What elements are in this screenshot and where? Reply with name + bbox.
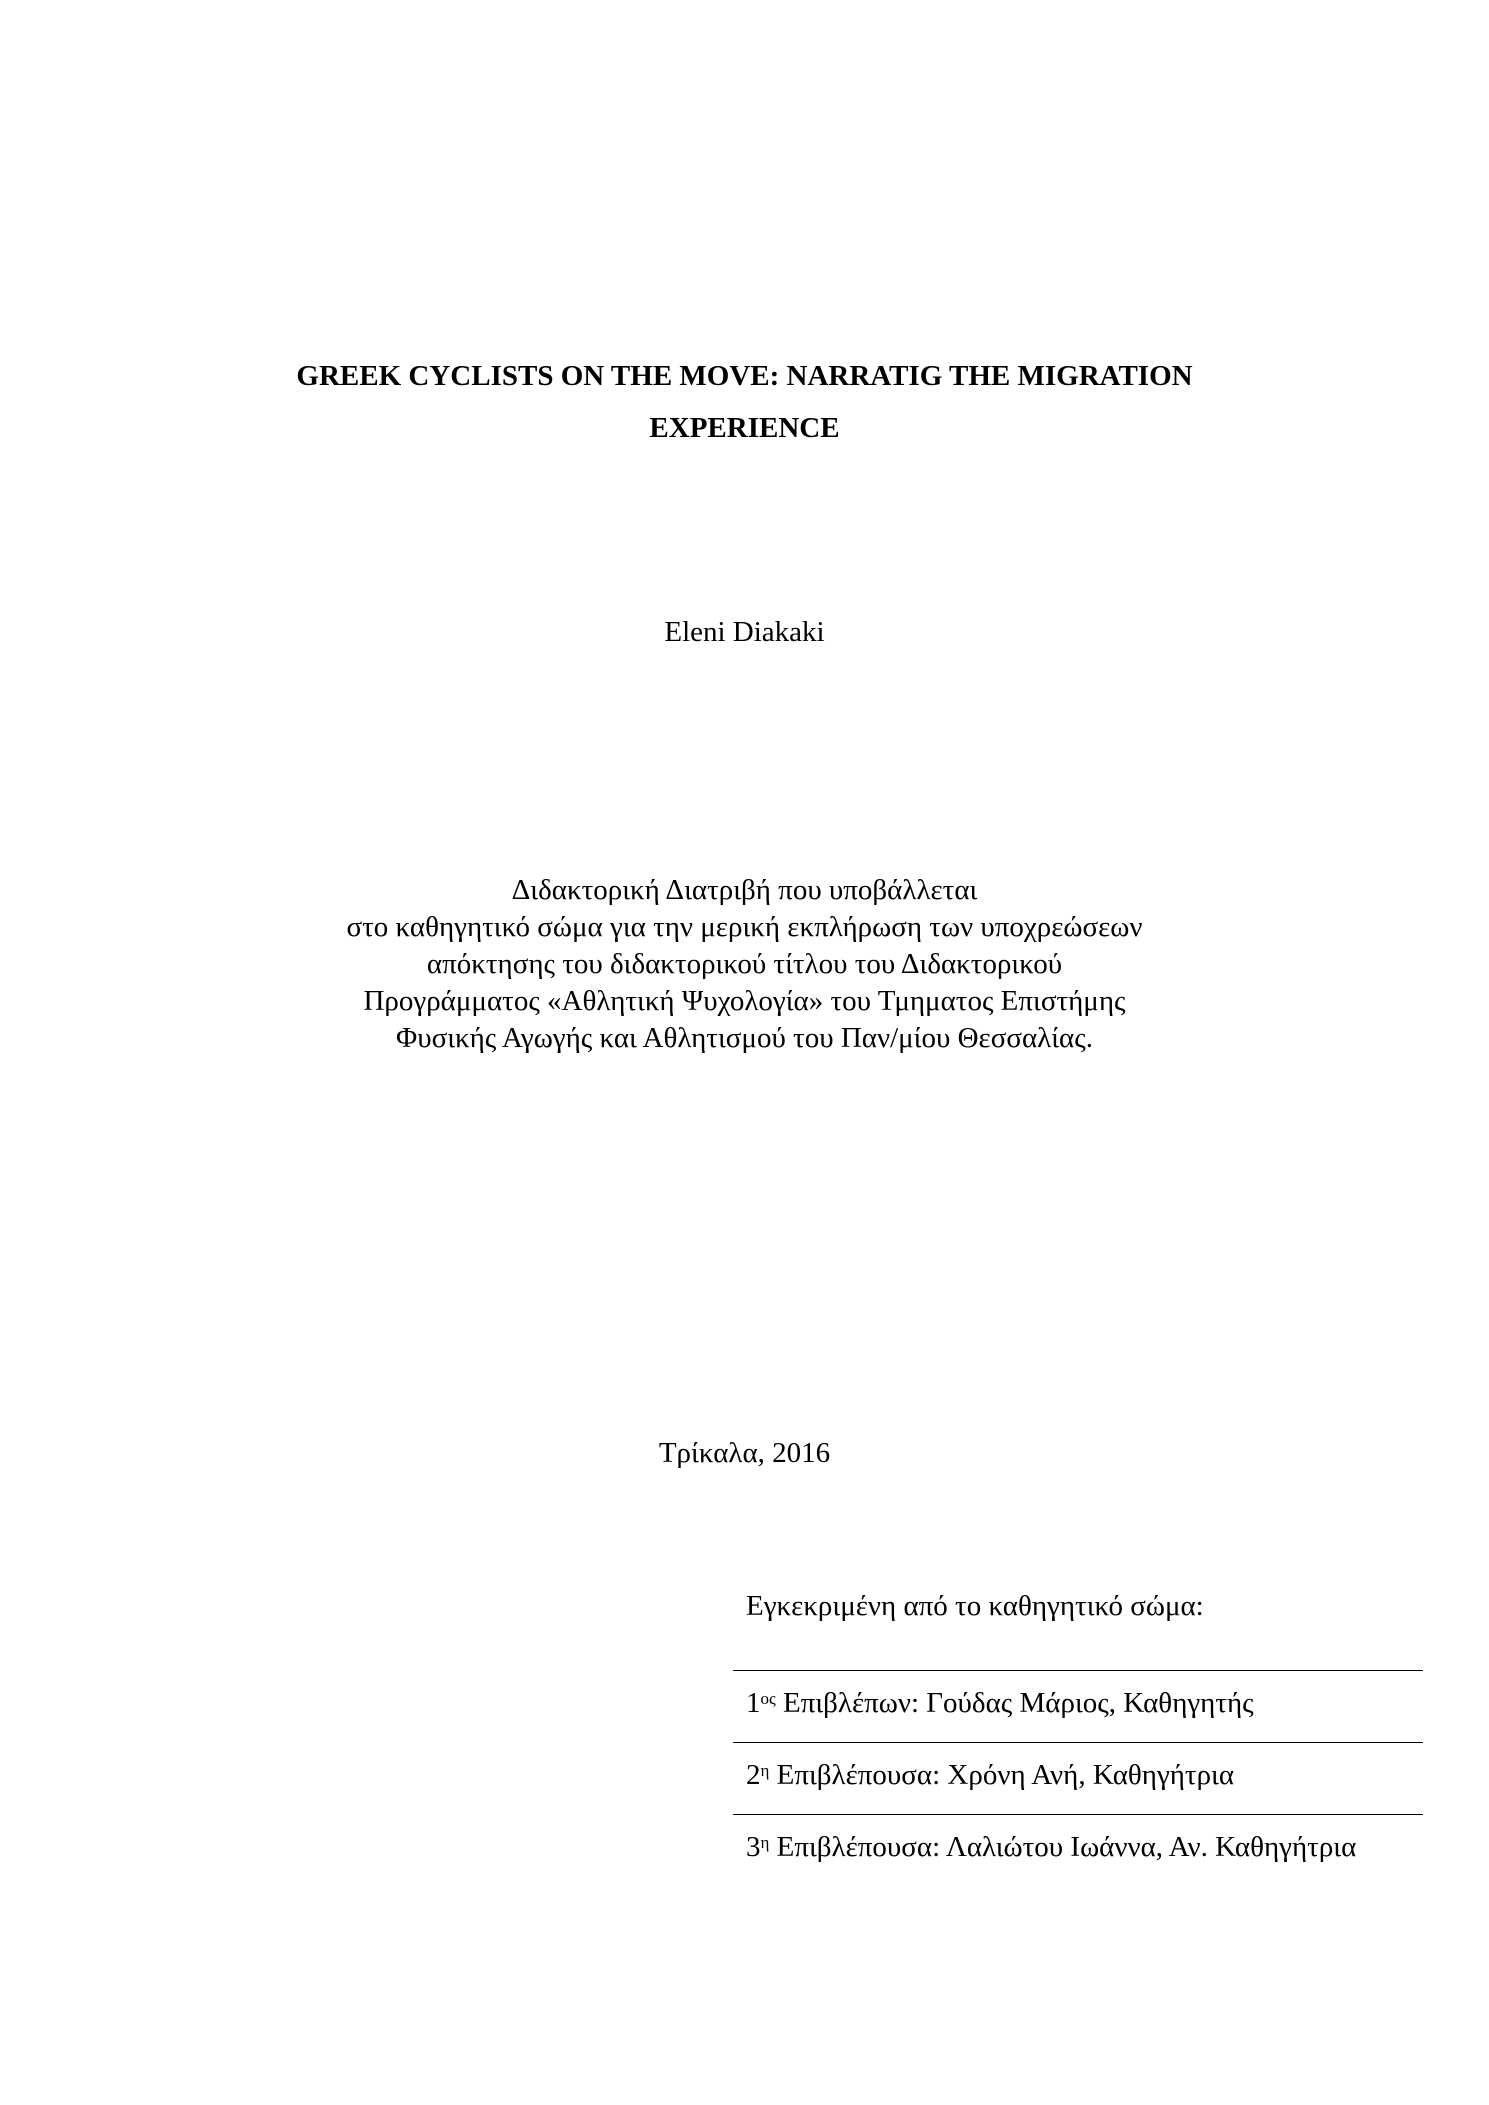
thesis-title-line-1: GREEK CYCLISTS ON THE MOVE: NARRATIG THE MIGRATION	[296, 360, 1193, 392]
committee-member-3	[733, 1814, 1423, 1886]
author-name: Eleni Diakaki	[664, 616, 825, 648]
member-ordinal: η	[760, 1761, 770, 1780]
approval-committee	[733, 1580, 1423, 1886]
member-number: 1	[746, 1687, 761, 1719]
committee-heading: Εγκεκριμένη από το καθηγητικό σώμα:	[746, 1590, 1204, 1622]
committee-member-2	[733, 1742, 1423, 1814]
description-line-3: απόκτησης του διδακτορικού τίτλου του Διδακτορικού	[426, 948, 1063, 980]
thesis-title	[0, 350, 1489, 454]
member-ordinal: ος	[760, 1689, 776, 1708]
member-ordinal: η	[760, 1833, 770, 1852]
description-line-2: στο καθηγητικό σώμα για την μερική εκπλήρωση των υποχρεώσεων	[346, 911, 1143, 943]
description-line-1: Διδακτορική Διατριβή που υποβάλλεται	[511, 874, 978, 906]
committee-member-1	[733, 1670, 1423, 1742]
thesis-description	[0, 872, 1489, 1057]
thesis-title-line-2: EXPERIENCE	[649, 412, 840, 444]
member-text: Επιβλέπουσα: Χρόνη Ανή, Καθηγήτρια	[776, 1759, 1235, 1791]
member-text: Επιβλέπων: Γούδας Μάριος, Καθηγητής	[782, 1687, 1254, 1719]
description-line-4: Προγράμματος «Αθλητική Ψυχολογία» του Τμηματος Επιστήμης	[363, 985, 1126, 1017]
member-number: 2	[746, 1759, 761, 1791]
description-line-5: Φυσικής Αγωγής και Αθλητισμού του Παν/μίου Θεσσαλίας.	[396, 1022, 1093, 1054]
member-number: 3	[746, 1831, 761, 1863]
member-text: Επιβλέπουσα: Λαλιώτου Ιωάννα, Αν. Καθηγήτρια	[776, 1831, 1357, 1863]
place-and-year: Τρίκαλα, 2016	[658, 1437, 831, 1469]
